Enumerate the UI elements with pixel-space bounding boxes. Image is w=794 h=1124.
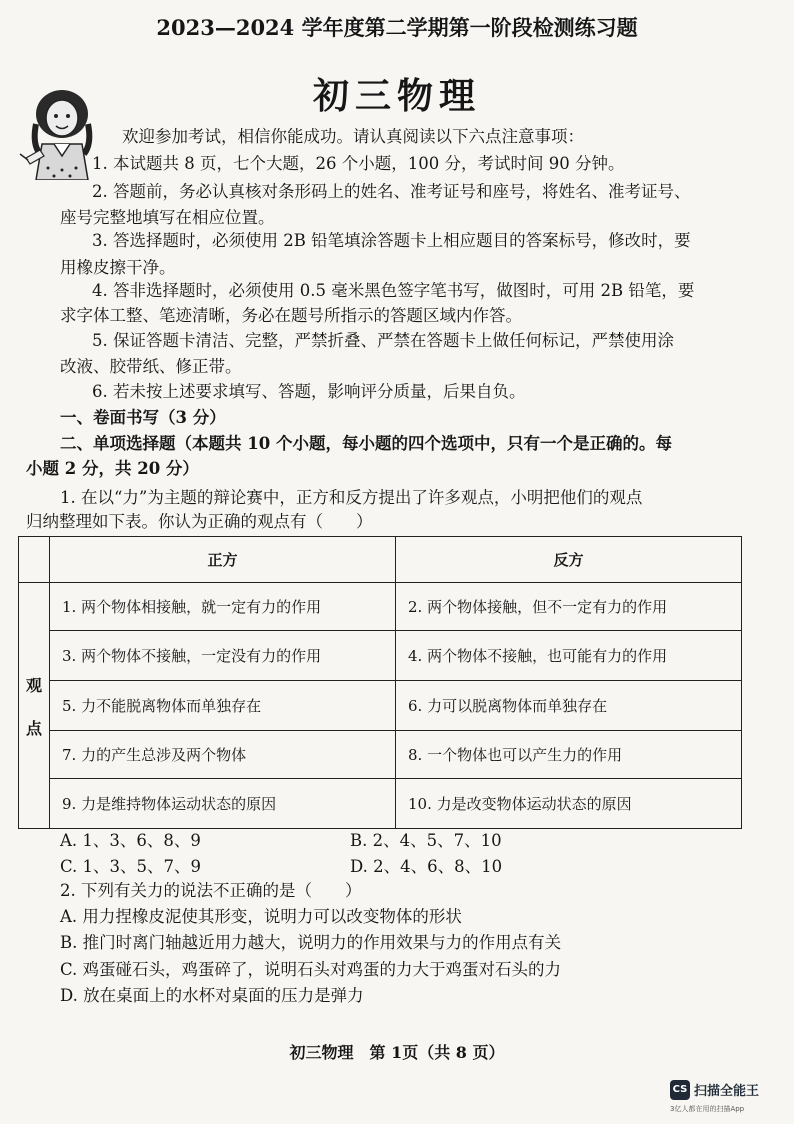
instructions-intro: 欢迎参加考试，相信你能成功。请认真阅读以下六点注意事项： [122,127,584,146]
q2-option-c: C. 鸡蛋碰石头，鸡蛋碎了，说明石头对鸡蛋的力大于鸡蛋对石头的力 [60,960,562,979]
section-2-heading: 二、单项选择题（本题共 10 个小题，每小题的四个选项中，只有一个是正确的。每 [60,434,672,453]
pro-cell: 7. 力的产生总涉及两个物体 [50,731,396,779]
question-1-stem: 1. 在以“力”为主题的辩论赛中，正方和反方提出了许多观点，小明把他们的观点 [60,488,643,507]
instruction-line-4: 4. 答非选择题时，必须使用 0.5 毫米黑色签字笔书写，做图时，可用 2B 铅笔，要 [92,281,695,300]
q1-option-a: A. 1、3、6、8、9 [60,831,201,850]
section-2-heading-cont: 小题 2 分，共 20 分） [26,459,199,478]
question-1-stem-cont: 归纳整理如下表。你认为正确的观点有（ ） [26,512,373,531]
q1-option-d: D. 2、4、6、8、10 [350,857,503,876]
scanner-logo-icon: CS [670,1080,690,1100]
exam-title: 2023—2024 学年度第二学期第一阶段检测练习题 [156,15,638,40]
table-row [19,681,742,731]
con-cell: 2. 两个物体接触，但不一定有力的作用 [396,583,742,631]
instruction-line-3: 3. 答选择题时，必须使用 2B 铅笔填涂答题卡上相应题目的答案标号，修改时，要 [92,231,691,250]
instruction-line-2: 2. 答题前，务必认真核对条形码上的姓名、准考证号和座号，将姓名、准考证号、 [92,182,691,201]
q1-option-c: C. 1、3、5、7、9 [60,857,202,876]
viewpoints-table [18,536,742,829]
instruction-line-1: 1. 本试题共 8 页，七个大题，26 个小题，100 分，考试时间 90 分钟。 [92,154,625,173]
table-row [19,731,742,779]
q2-option-b: B. 推门时离门轴越近用力越大，说明力的作用效果与力的作用点有关 [60,933,562,952]
question-2-stem: 2. 下列有关力的说法不正确的是（ ） [60,881,362,900]
column-header-con: 反方 [396,537,742,583]
scanner-watermark [670,1076,780,1116]
q2-option-a: A. 用力捏橡皮泥使其形变，说明力可以改变物体的形状 [60,907,462,926]
page-footer: 初三物理 第 1页（共 8 页） [289,1043,505,1062]
pro-cell: 9. 力是维持物体运动状态的原因 [50,779,396,829]
pro-cell: 5. 力不能脱离物体而单独存在 [50,681,396,731]
scanner-app-name: 扫描全能王 [694,1084,760,1099]
con-cell: 6. 力可以脱离物体而单独存在 [396,681,742,731]
instruction-line-4-cont: 求字体工整、笔迹清晰，务必在题号所指示的答题区域内作答。 [60,306,522,325]
instruction-line-2-cont: 座号完整地填写在相应位置。 [60,208,275,227]
instruction-line-6: 6. 若未按上述要求填写、答题，影响评分质量，后果自负。 [92,382,526,401]
section-1-heading: 一、卷面书写（3 分） [60,408,226,427]
table-row [19,583,742,631]
pro-cell: 1. 两个物体相接触，就一定有力的作用 [50,583,396,631]
table-row [19,779,742,829]
instruction-line-3-cont: 用橡皮擦干净。 [60,258,176,277]
table-row [19,631,742,681]
instruction-line-5: 5. 保证答题卡清洁、完整，严禁折叠、严禁在答题卡上做任何标记，严禁使用涂 [92,331,674,350]
q2-option-d: D. 放在桌面上的水杯对桌面的压力是弹力 [60,986,364,1005]
table-corner-cell [19,537,50,583]
row-label-char-2: 点 [25,718,42,738]
con-cell: 4. 两个物体不接触，也可能有力的作用 [396,631,742,681]
pro-cell: 3. 两个物体不接触，一定没有力的作用 [50,631,396,681]
column-header-pro: 正方 [50,537,396,583]
row-label-char-1: 观 [25,675,42,695]
subject-title: 初三物理 [312,75,481,117]
instruction-line-5-cont: 改液、胶带纸、修正带。 [60,357,242,376]
table-header-row [19,537,742,583]
con-cell: 8. 一个物体也可以产生力的作用 [396,731,742,779]
con-cell: 10. 力是改变物体运动状态的原因 [396,779,742,829]
row-group-label [19,583,50,829]
scanner-tagline: 3亿人都在用的扫描App [670,1105,745,1113]
q1-option-b: B. 2、4、5、7、10 [350,831,502,850]
